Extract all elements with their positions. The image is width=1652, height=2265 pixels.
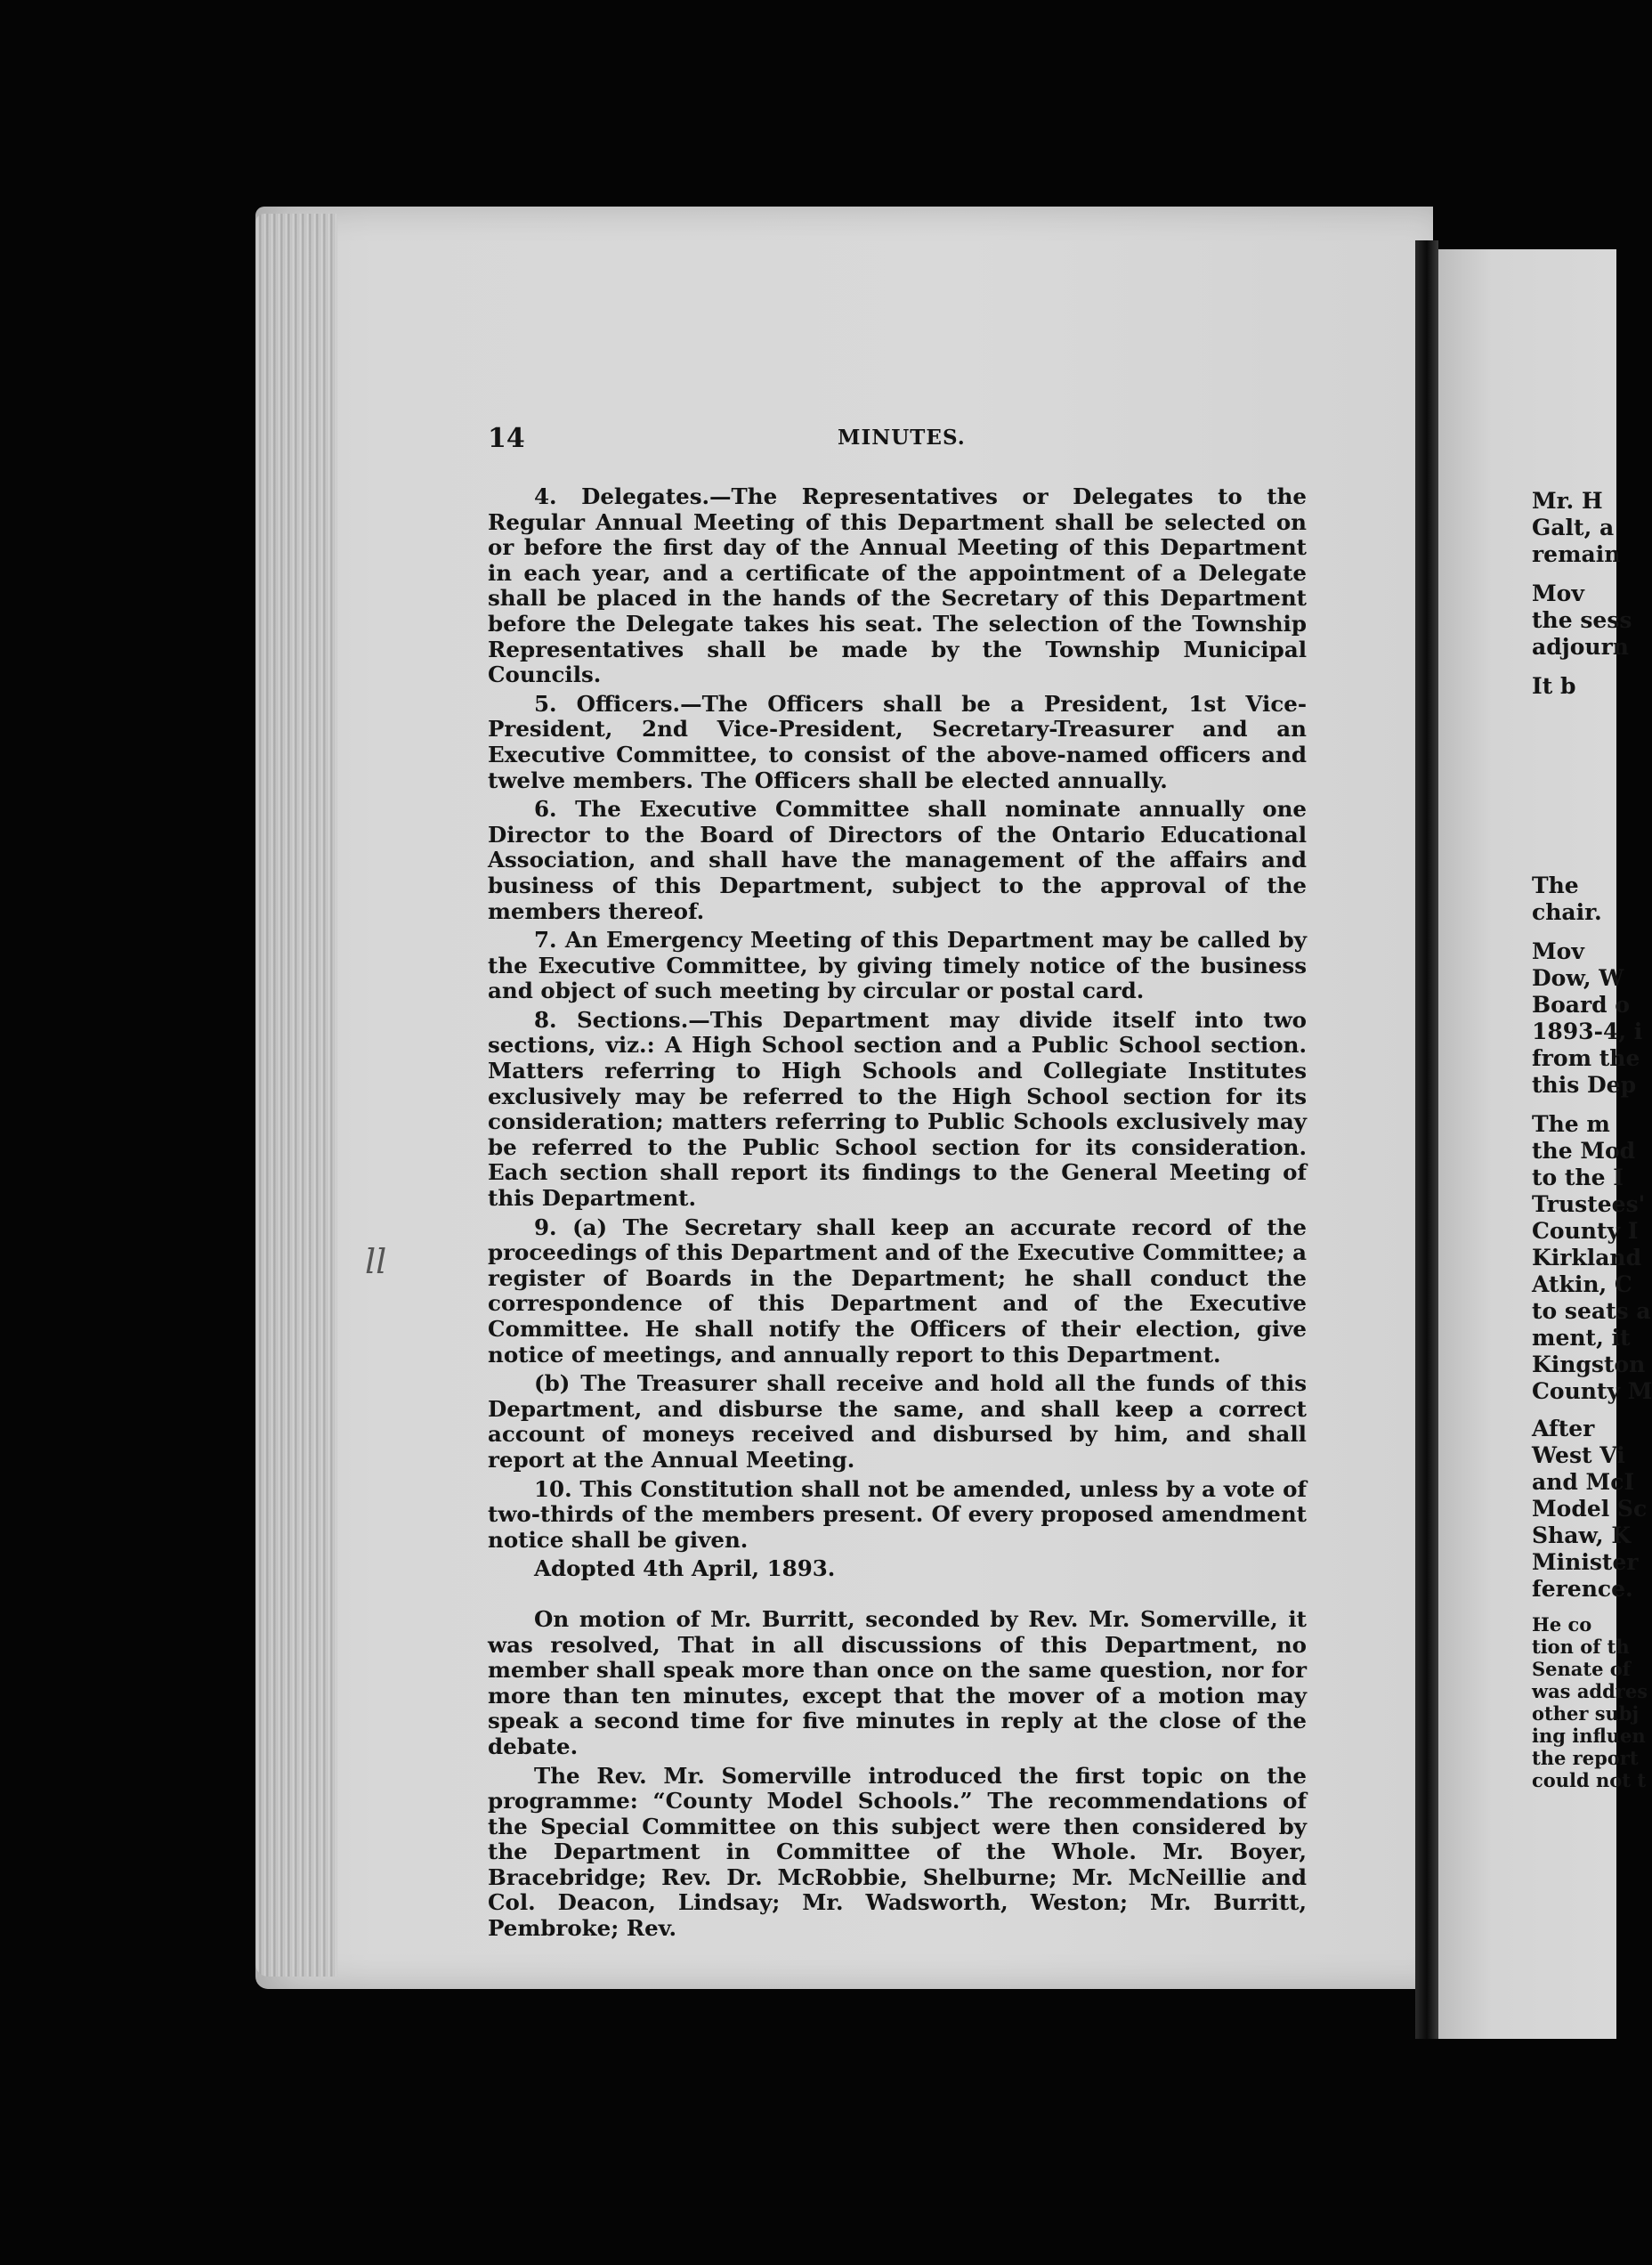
right-page-line: Mov xyxy=(1532,580,1584,606)
right-page-line: Shaw, K xyxy=(1532,1522,1632,1548)
right-page-line: the Mod xyxy=(1532,1138,1636,1164)
right-page-line: Atkin, C xyxy=(1532,1271,1632,1297)
paragraph-treasurer: (b) The Treasurer shall receive and hold all the funds of this Department, and disburse the same, and shall keep a correct account of moneys received and disbursed by him, and shall report at the Annual Meeting. xyxy=(488,1370,1307,1473)
right-page-line: The xyxy=(1532,873,1579,898)
right-page-line: could not t xyxy=(1532,1769,1647,1791)
running-head: MINUTES. xyxy=(838,426,966,450)
page-number: 14 xyxy=(488,423,525,454)
right-page-line: chair. xyxy=(1532,899,1602,925)
right-page-line: Mov xyxy=(1532,938,1584,964)
page-edges xyxy=(255,214,337,1977)
right-page-line: Kingston xyxy=(1532,1352,1646,1377)
right-page-line: was addres xyxy=(1532,1680,1648,1702)
margin-note: ll xyxy=(365,1242,387,1281)
right-page-line: ment, it xyxy=(1532,1325,1631,1351)
right-page-line: to the I xyxy=(1532,1165,1624,1190)
right-page-line: Minister xyxy=(1532,1549,1639,1575)
paragraph-delegates: 4. Delegates.—The Representatives or Delegates to the Regular Annual Meeting of this Department shall be selected on or before the first day of the Annual Meeting of this Department in each year, and a certificate of the appointment of a Delegate shall be placed in the hands of the Secretary of this Department before the Delegate takes his seat. The selection of the Township Representatives shall be made by the Township Municipal Councils. xyxy=(488,483,1307,688)
right-page-line: adjourn xyxy=(1532,634,1629,660)
right-page-line: and McI xyxy=(1532,1469,1635,1495)
right-page-line: to seats a xyxy=(1532,1298,1651,1324)
right-page-line: this Dep xyxy=(1532,1072,1637,1098)
right-page-line: Board o xyxy=(1532,992,1631,1018)
paragraph-secretary: 9. (a) The Secretary shall keep an accurate record of the proceedings of this Department and of the Executive Committee; a register of Boards in the Department; he shall conduct the correspondence of this Department and of the Executive Committee. He shall notify the Officers of their election, give notice of meetings, and annually report to this Department. xyxy=(488,1214,1307,1368)
right-page-line: ing influen xyxy=(1532,1725,1646,1747)
right-page-line: Mr. H xyxy=(1532,488,1603,514)
right-page-line: County I xyxy=(1532,1218,1639,1244)
paragraph-emergency-meeting: 7. An Emergency Meeting of this Department may be called by the Executive Committee, by giving timely notice of the business and object of such meeting by circular or postal card. xyxy=(488,927,1307,1004)
right-page-line: It b xyxy=(1532,673,1576,699)
right-page-line: 1893-4, i xyxy=(1532,1019,1643,1044)
right-page-line: Dow, W xyxy=(1532,965,1624,991)
adopted-date: Adopted 4th April, 1893. xyxy=(534,1555,836,1582)
paragraph-motion: On motion of Mr. Burritt, seconded by Rev. Mr. Somerville, it was resolved, That in all discussions of this Department, no member shall speak more than once on the same question, nor for more than ten minutes, except that the mover of a motion may speak a second time for five minutes in reply at the close of the debate. xyxy=(488,1605,1307,1759)
right-page-line: Kirkland xyxy=(1532,1245,1642,1271)
right-page-line: remain xyxy=(1532,541,1621,567)
right-page-line: The m xyxy=(1532,1111,1610,1137)
right-page-line: Model Sc xyxy=(1532,1496,1648,1522)
right-page-line: other subj xyxy=(1532,1702,1640,1725)
right-page-line: Senate of xyxy=(1532,1658,1631,1680)
right-page-line: He co xyxy=(1532,1613,1592,1636)
paragraph-officers: 5. Officers.—The Officers shall be a President, 1st Vice-President, 2nd Vice-President, Secretary-Treasurer and an Executive Committee, to consist of the above-named officers and twelve members. The Officers shall be elected annually. xyxy=(488,690,1307,793)
right-page-line: tion of th xyxy=(1532,1636,1630,1658)
paragraph-executive-committee: 6. The Executive Committee shall nominate annually one Director to the Board of Directors of the Ontario Educational Association, and shall have the management of the affairs and business of this Department, subject to the approval of the members thereof. xyxy=(488,796,1307,924)
right-page-line: Trustees' xyxy=(1532,1191,1646,1217)
right-page-line: ference. xyxy=(1532,1576,1633,1602)
right-page-line: from the xyxy=(1532,1045,1640,1071)
right-page-line: the report xyxy=(1532,1747,1639,1769)
body-text xyxy=(488,484,1307,1942)
paragraph-sections: 8. Sections.—This Department may divide itself into two sections, viz.: A High School section and a Public School section. Matters referring to High Schools and Collegiate Institutes exclusively may be referred to the High School section for its consideration; matters referring to Public Schools exclusively may be referred to the Public School section for its consideration. Each section shall report its findings to the General Meeting of this Department. xyxy=(488,1006,1307,1212)
book-gutter xyxy=(1415,240,1438,2039)
paragraph-first-topic: The Rev. Mr. Somerville introduced the first topic on the programme: “County Model Schools.” The recommendations of the Special Committee on this subject were then considered by the Department in Committee of the Whole. Mr. Boyer, Bracebridge; Rev. Dr. McRobbie, Shelburne; Mr. McNeillie and Col. Deacon, Lindsay; Mr. Wadsworth, Weston; Mr. Burritt, Pembroke; Rev. xyxy=(488,1762,1307,1942)
right-page-line: County M xyxy=(1532,1378,1652,1404)
right-page-line: Galt, a xyxy=(1532,515,1615,540)
right-page-line: the sess xyxy=(1532,607,1632,633)
right-page-line: West Vi xyxy=(1532,1442,1625,1468)
right-page-line: After xyxy=(1532,1416,1595,1441)
paragraph-amendment: 10. This Constitution shall not be amended, unless by a vote of two-thirds of the members present. Of every proposed amendment notice shall be given. xyxy=(488,1475,1307,1553)
